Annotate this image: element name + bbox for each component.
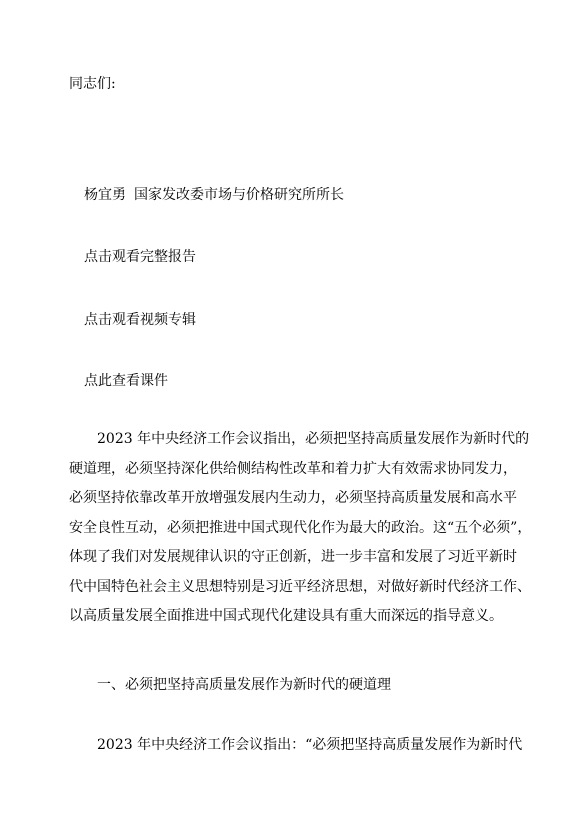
paragraph-line: 安全良性互动，必须把推进中国式现代化作为最大的政治。这“五个必须”， [69,519,532,536]
view-video-album-link[interactable]: 点击观看视频专辑 [84,312,196,328]
greeting: 同志们: [69,76,116,92]
paragraph-line: 必须坚持依靠改革开放增强发展内生动力，必须坚持高质量发展和高水平 [69,490,517,506]
view-courseware-link[interactable]: 点此查看课件 [84,373,168,389]
author-name: 杨宜勇 [84,187,126,203]
paragraph-line: 体现了我们对发展规律认识的守正创新，进一步丰富和发展了习近平新时 [69,549,517,565]
section-heading: 一、必须把坚持高质量发展作为新时代的硬道理 [97,677,391,693]
view-full-report-link[interactable]: 点击观看完整报告 [84,249,196,265]
paragraph-line: 硬道理，必须坚持深化供给侧结构性改革和着力扩大有效需求协同发力， [69,460,517,477]
paragraph-line: 2023 年中央经济工作会议指出，必须把坚持高质量发展作为新时代的 [97,431,530,447]
author-line [84,185,344,205]
author-title: 国家发改委市场与价格研究所所长 [134,187,344,203]
paragraph-line: 代中国特色社会主义思想特别是习近平经济思想，对做好新时代经济工作、 [69,578,531,595]
body-paragraph [69,425,532,632]
paragraph-line: 以高质量发展全面推进中国式现代化建设具有重大而深远的指导意义。 [69,608,503,624]
paragraph-line: 2023 年中央经济工作会议指出：“必须把坚持高质量发展作为新时代 [97,737,523,753]
